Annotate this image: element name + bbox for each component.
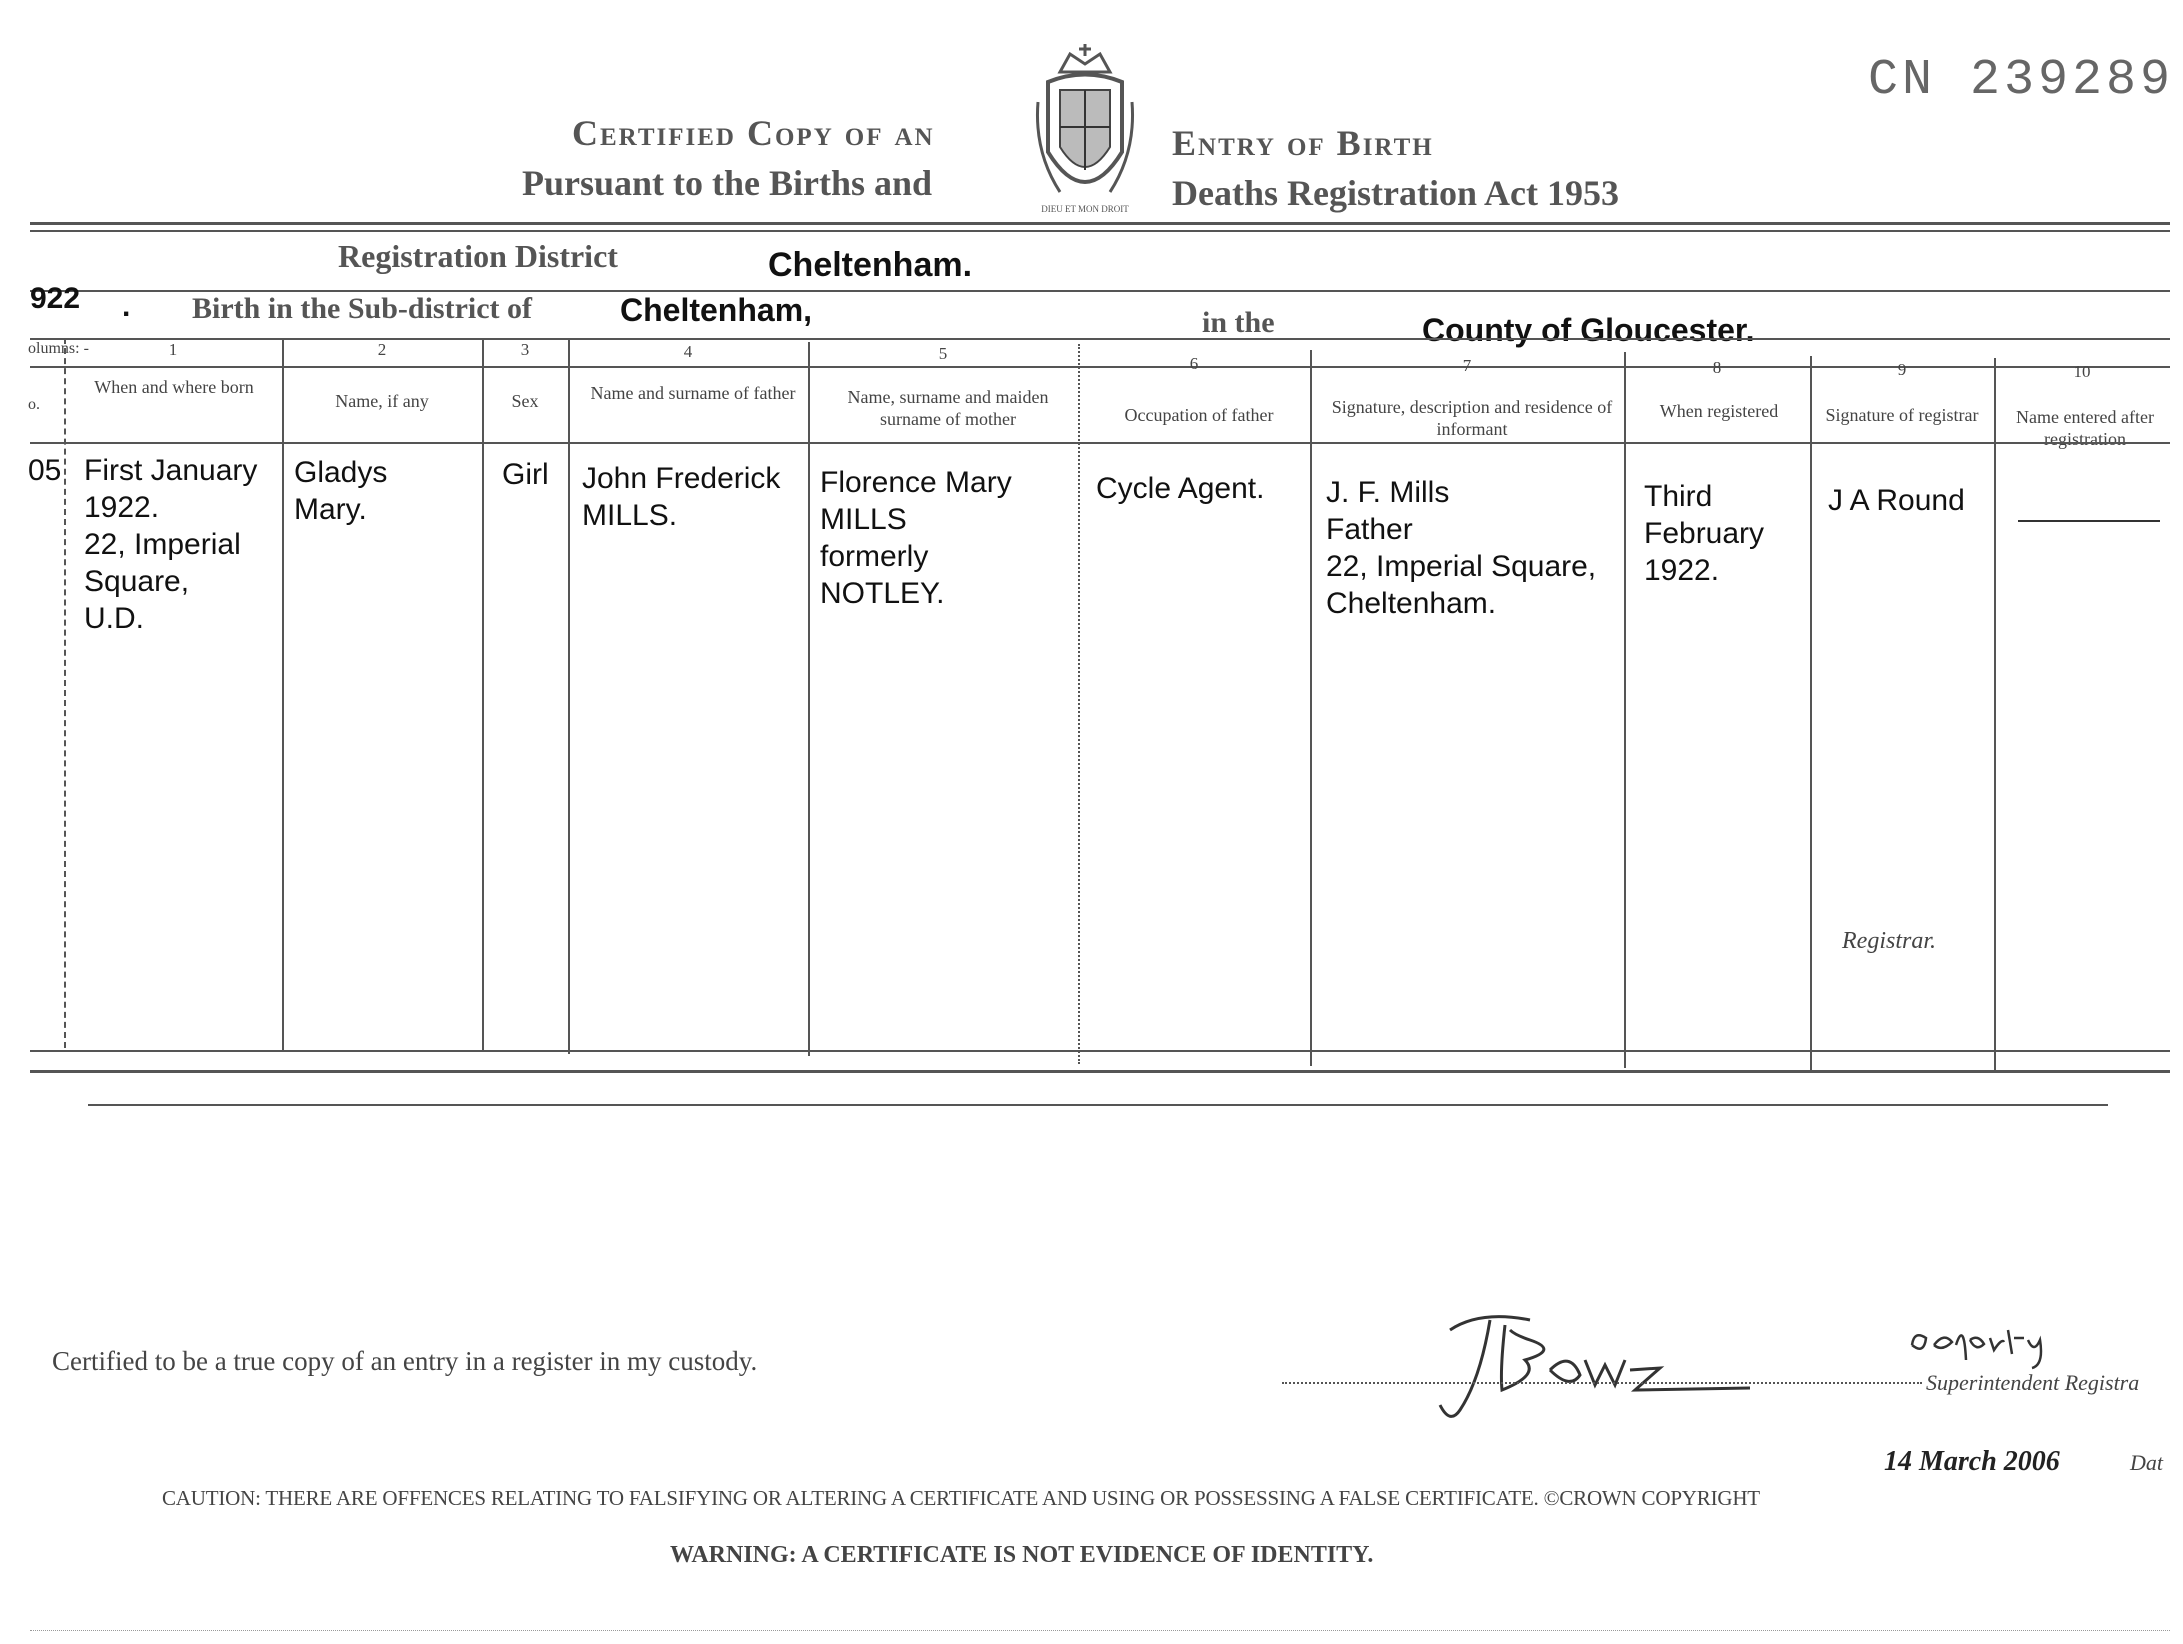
col-rule-8 bbox=[1810, 356, 1812, 1070]
district-label: Registration District bbox=[338, 238, 618, 274]
col-rule-0 bbox=[64, 338, 66, 1048]
colhead-10: Name entered after registration bbox=[2016, 407, 2154, 449]
colnum-9: 9 bbox=[1897, 360, 1907, 379]
certified-text: Certified to be a true copy of an entry in a register in my custody. bbox=[52, 1346, 758, 1376]
registrar-title: Registrar. bbox=[1842, 928, 1937, 954]
columns-label: olumns: - bbox=[28, 340, 89, 357]
colhead-9: Signature of registrar bbox=[1825, 405, 1979, 425]
colnum-2: 2 bbox=[377, 340, 387, 359]
col-rule-5 bbox=[1078, 344, 1080, 1064]
date-label: Dat bbox=[2130, 1450, 2163, 1475]
colnum-8: 8 bbox=[1712, 358, 1722, 377]
col-rule-1 bbox=[282, 338, 284, 1050]
colhead-6: Occupation of father bbox=[1124, 405, 1274, 425]
entry-mother: Florence Mary MILLS formerly NOTLEY. bbox=[820, 466, 1012, 610]
col-rule-2 bbox=[482, 338, 484, 1052]
county-value: County of Gloucester. bbox=[1422, 312, 1755, 348]
title-right-line1: Entry of Birth bbox=[1172, 123, 1434, 163]
caution-text: CAUTION: THERE ARE OFFENCES RELATING TO FALSIFYING OR ALTERING A CERTIFICATE AND USING OR POSSESSING A FALSE CERTIFICATE. ©CROWN COPYRIGHT bbox=[162, 1486, 1760, 1510]
title-left-line1: Certified Copy of an bbox=[572, 113, 935, 153]
entry-sex: Girl bbox=[502, 458, 549, 491]
certificate-date: 14 March 2006 bbox=[1884, 1446, 2060, 1477]
colhead-7: Signature, description and residence of informant bbox=[1331, 397, 1613, 439]
col-rule-3 bbox=[568, 340, 570, 1054]
title-right-line2: Deaths Registration Act 1953 bbox=[1172, 173, 1619, 213]
colnum-3: 3 bbox=[520, 340, 530, 359]
col-rule-4 bbox=[808, 342, 810, 1056]
colhead-3: Sex bbox=[511, 391, 539, 411]
entry-year: 922 bbox=[30, 282, 81, 315]
certificate-number: CN 239289 bbox=[1868, 52, 2175, 109]
colhead-2: Name, if any bbox=[335, 391, 429, 411]
col-rule-6 bbox=[1310, 350, 1312, 1066]
after-registration-blank bbox=[2018, 520, 2160, 522]
crest-motto: DIEU ET MON DROIT bbox=[1041, 204, 1129, 214]
district-value: Cheltenham. bbox=[768, 246, 973, 284]
no-head: o. bbox=[28, 396, 40, 413]
entry-number: 05 bbox=[28, 454, 62, 487]
colnum-7: 7 bbox=[1462, 356, 1472, 375]
entry-registered: Third February 1922. bbox=[1644, 480, 1765, 587]
top-rule-2 bbox=[30, 230, 2170, 232]
colhead-8: When registered bbox=[1659, 401, 1779, 421]
in-the-label: in the bbox=[1202, 306, 1275, 339]
subdistrict-value: Cheltenham, bbox=[620, 292, 813, 328]
colnum-1: 1 bbox=[168, 340, 178, 359]
colnum-4: 4 bbox=[683, 342, 693, 361]
colhead-1: When and where born bbox=[94, 377, 254, 397]
page-bottom-rule bbox=[30, 1630, 2170, 1631]
header-bottom-rule bbox=[30, 442, 2170, 444]
superintendent-signature bbox=[1420, 1290, 1820, 1430]
col-rule-7 bbox=[1624, 352, 1626, 1068]
entry-registrar: J A Round bbox=[1828, 484, 1965, 517]
warning-text: WARNING: A CERTIFICATE IS NOT EVIDENCE OF IDENTITY. bbox=[670, 1542, 1374, 1568]
entry-father: John Frederick MILLS. bbox=[582, 462, 781, 532]
colnum-10: 10 bbox=[2073, 362, 2091, 381]
table-bottom-rule-2 bbox=[30, 1070, 2170, 1073]
subdistrict-label: Birth in the Sub-district of bbox=[192, 292, 533, 325]
royal-crest-icon bbox=[1030, 42, 1140, 222]
deputy-handwriting bbox=[1904, 1310, 2104, 1370]
colhead-4: Name and surname of father bbox=[590, 383, 796, 403]
entry-occupation: Cycle Agent. bbox=[1096, 472, 1265, 505]
footer-rule bbox=[88, 1104, 2108, 1106]
col-rule-9 bbox=[1994, 358, 1996, 1072]
table-bottom-rule bbox=[30, 1050, 2170, 1052]
top-rule bbox=[30, 222, 2170, 225]
entry-born: First January 1922. 22, Imperial Square, U.D. bbox=[84, 454, 258, 635]
colnum-5: 5 bbox=[938, 344, 948, 363]
title-left-line2: Pursuant to the Births and bbox=[522, 163, 933, 203]
superintendent-label: Superintendent Registra bbox=[1926, 1370, 2140, 1395]
year-dot: . bbox=[122, 290, 131, 323]
entry-name: Gladys Mary. bbox=[294, 456, 388, 526]
signature-dotted-line bbox=[1282, 1382, 1922, 1384]
colnum-6: 6 bbox=[1189, 354, 1199, 373]
entry-informant: J. F. Mills Father 22, Imperial Square, Cheltenham. bbox=[1326, 476, 1597, 620]
colhead-5: Name, surname and maiden surname of mother bbox=[847, 387, 1049, 429]
